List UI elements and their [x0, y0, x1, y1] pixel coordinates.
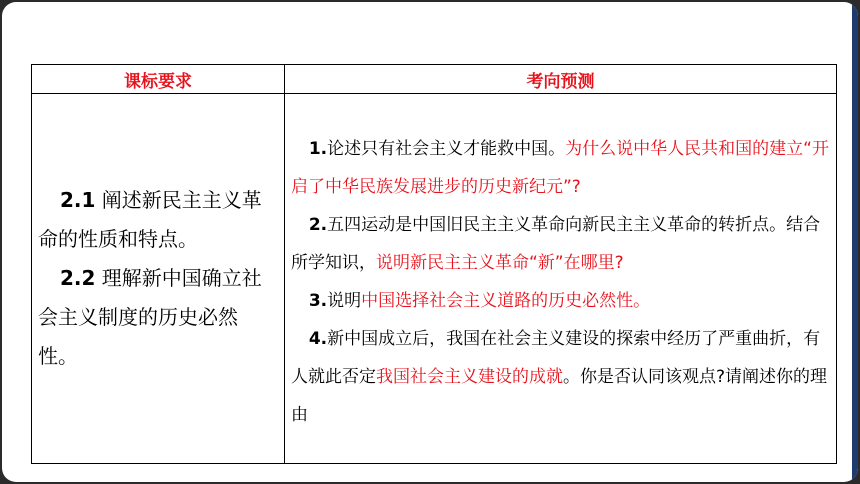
requirement-text: 阐述新民主主义革命的性质和特点。	[38, 188, 262, 251]
prediction-item	[291, 282, 830, 320]
prediction-text: 五四运动是中国旧民主主义革命向新民主主义革命的转折点。结合所学知识，	[291, 215, 821, 273]
prediction-number: 4.	[308, 329, 328, 349]
prediction-number: 2.	[308, 215, 328, 235]
prediction-text: 论述只有社会主义才能救中国。	[327, 139, 566, 159]
prediction-item	[291, 206, 830, 282]
prediction-highlight: 说明新民主主义革命“新”在哪里?	[376, 253, 624, 273]
requirement-item	[38, 259, 276, 376]
prediction-highlight: 为什么说中华人民共和国的建立“开启了中华民族发展进步的历史新纪元”?	[291, 139, 829, 197]
requirement-text: 理解新中国确立社会主义制度的历史必然性。	[38, 266, 262, 368]
requirement-number: 2.1	[60, 188, 96, 212]
header-requirements: 课标要求	[32, 65, 285, 94]
requirement-number: 2.2	[60, 266, 96, 290]
accent-bar	[852, 2, 858, 482]
requirement-item	[38, 181, 276, 259]
prediction-number: 3.	[308, 291, 328, 311]
curriculum-table	[31, 64, 837, 464]
slide	[2, 2, 858, 482]
prediction-tail: 。你是否认同该观点?请阐述你的理由	[291, 367, 828, 425]
predictions-cell	[285, 94, 837, 464]
prediction-text: 新中国成立后，我国在社会主义建设的探索中经历了严重曲折，有人就此否定	[291, 329, 821, 387]
prediction-highlight: 中国选择社会主义道路的历史必然性。	[361, 291, 651, 311]
table-header-row	[32, 65, 837, 94]
prediction-highlight: 我国社会主义建设的成就	[376, 367, 563, 387]
prediction-item	[291, 130, 830, 206]
table-row	[32, 94, 837, 464]
header-predictions: 考向预测	[285, 65, 837, 94]
prediction-text: 说明	[327, 291, 362, 311]
prediction-number: 1.	[308, 139, 328, 159]
prediction-item	[291, 320, 830, 434]
requirements-cell	[32, 94, 285, 464]
